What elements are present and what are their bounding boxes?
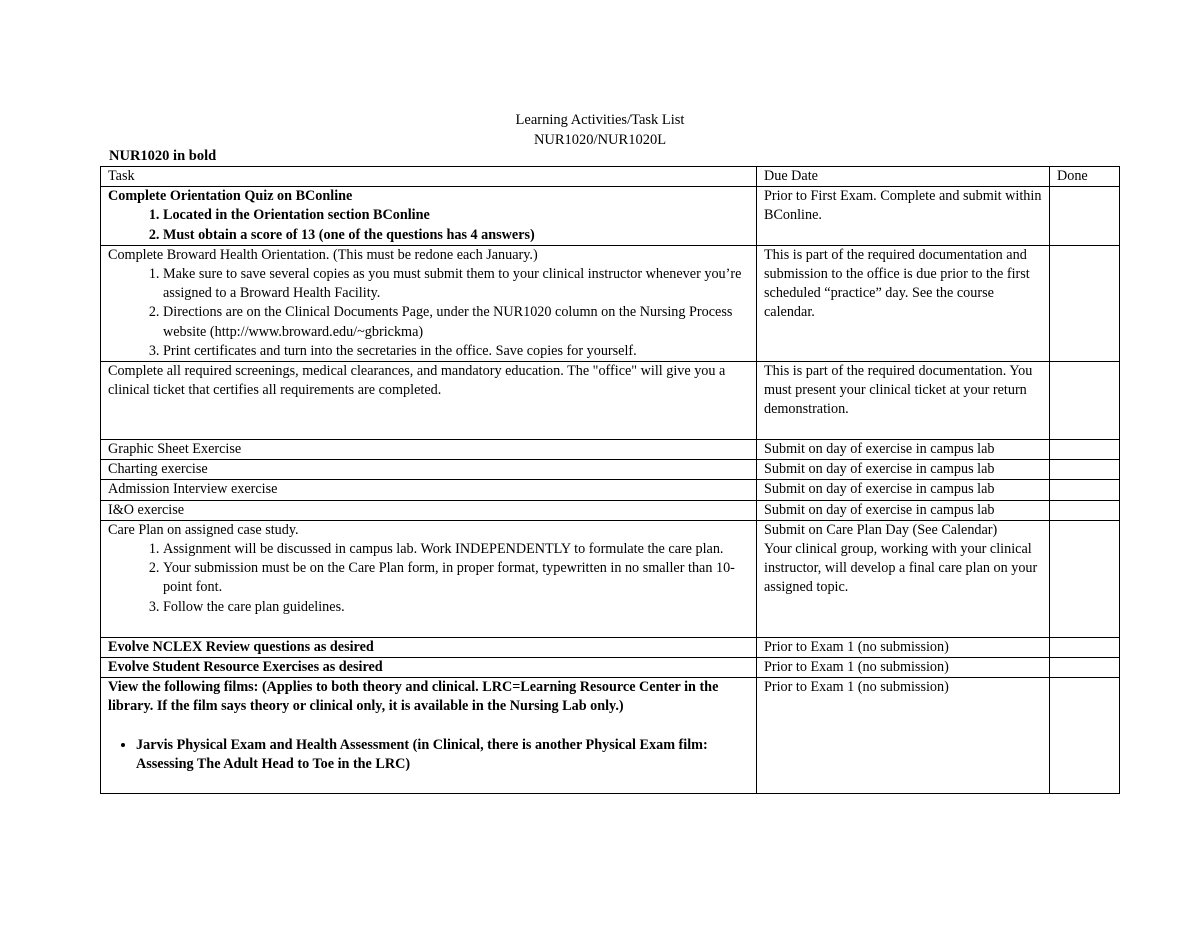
task-table <box>100 166 1120 794</box>
table-row <box>101 460 1120 480</box>
due-date-cell: Submit on day of exercise in campus lab <box>757 440 1050 460</box>
due-text: Submit on Care Plan Day (See Calendar) <box>764 521 998 538</box>
task-cell: Evolve NCLEX Review questions as desired <box>101 637 757 657</box>
table-row <box>101 520 1120 637</box>
done-cell <box>1050 500 1120 520</box>
table-row <box>101 500 1120 520</box>
list-item: 2. Directions are on the Clinical Documents Page, under the NUR1020 column on the Nursing Process website (http://www.broward.edu/~gbrickma) <box>163 303 750 341</box>
header-task: Task <box>101 167 757 187</box>
task-cell: Evolve Student Resource Exercises as desired <box>101 658 757 678</box>
task-text: Complete Orientation Quiz on BConline <box>108 188 353 205</box>
done-cell <box>1050 678 1120 794</box>
list-item: 1. Assignment will be discussed in campus lab. Work INDEPENDENTLY to formulate the care plan. <box>163 540 750 559</box>
task-sublist <box>108 265 750 361</box>
due-date-cell: Submit on day of exercise in campus lab <box>757 480 1050 500</box>
document-title: Learning Activities/Task List <box>515 112 685 128</box>
list-item: 1. Located in the Orientation section BConline <box>163 206 750 225</box>
task-sublist <box>108 540 750 617</box>
task-cell: Graphic Sheet Exercise <box>101 440 757 460</box>
task-cell: I&O exercise <box>101 500 757 520</box>
task-cell <box>101 245 757 361</box>
done-cell <box>1050 440 1120 460</box>
done-cell <box>1050 460 1120 480</box>
done-cell <box>1050 480 1120 500</box>
table-row <box>101 362 1120 440</box>
header-done: Done <box>1050 167 1120 187</box>
task-text: Care Plan on assigned case study. <box>108 521 299 538</box>
list-item: 1. Make sure to save several copies as you must submit them to your clinical instructor whenever you’re assigned to a Broward Health Facility. <box>163 265 750 303</box>
list-item: 3. Print certificates and turn into the secretaries in the office. Save copies for yourself. <box>163 342 750 361</box>
table-row <box>101 678 1120 794</box>
document-header <box>0 110 1200 150</box>
table-header-row <box>101 167 1120 187</box>
due-date-cell: Submit on day of exercise in campus lab <box>757 500 1050 520</box>
due-date-cell: Prior to Exam 1 (no submission) <box>757 637 1050 657</box>
done-cell <box>1050 245 1120 361</box>
list-item: • Jarvis Physical Exam and Health Assessment (in Clinical, there is another Physical Exam film: Assessing The Adult Head to Toe in the LRC) <box>136 736 750 774</box>
due-extra-text: Your clinical group, working with your clinical instructor, will develop a final care plan on your assigned topic. <box>764 541 1038 596</box>
bold-note: NUR1020 in bold <box>109 148 217 164</box>
task-cell <box>101 187 757 246</box>
table-row <box>101 187 1120 246</box>
due-date-cell: Submit on day of exercise in campus lab <box>757 460 1050 480</box>
done-cell <box>1050 520 1120 637</box>
due-date-cell <box>757 520 1050 637</box>
table-row <box>101 658 1120 678</box>
task-sublist <box>108 206 750 244</box>
film-list <box>108 736 750 774</box>
list-item: 2. Must obtain a score of 13 (one of the questions has 4 answers) <box>163 226 750 245</box>
task-cell <box>101 678 757 794</box>
list-item: 3. Follow the care plan guidelines. <box>163 598 750 617</box>
table-row <box>101 480 1120 500</box>
done-cell <box>1050 637 1120 657</box>
table-row <box>101 637 1120 657</box>
done-cell <box>1050 362 1120 440</box>
course-code: NUR1020/NUR1020L <box>533 132 667 148</box>
due-date-cell: This is part of the required documentation. You must present your clinical ticket at your return demonstration. <box>757 362 1050 440</box>
task-text: Complete Broward Health Orientation. (This must be redone each January.) <box>108 246 538 263</box>
done-cell <box>1050 187 1120 246</box>
table-row <box>101 440 1120 460</box>
task-cell: Admission Interview exercise <box>101 480 757 500</box>
due-date-cell: This is part of the required documentation and submission to the office is due prior to the first scheduled “practice” day. See the course calendar. <box>757 245 1050 361</box>
task-cell <box>101 520 757 637</box>
due-date-cell: Prior to Exam 1 (no submission) <box>757 658 1050 678</box>
header-due-date: Due Date <box>757 167 1050 187</box>
table-row <box>101 245 1120 361</box>
due-date-cell: Prior to First Exam. Complete and submit within BConline. <box>757 187 1050 246</box>
due-date-cell: Prior to Exam 1 (no submission) <box>757 678 1050 794</box>
list-item: 2. Your submission must be on the Care Plan form, in proper format, typewritten in no smaller than 10-point font. <box>163 559 750 597</box>
task-text: View the following films: (Applies to both theory and clinical. LRC=Learning Resource Center in the library. If the film says theory or clinical only, it is available in the Nursing Lab only.) <box>108 679 719 715</box>
done-cell <box>1050 658 1120 678</box>
task-cell: Complete all required screenings, medical clearances, and mandatory education. The "office" will give you a clinical ticket that certifies all requirements are completed. <box>101 362 757 440</box>
task-cell: Charting exercise <box>101 460 757 480</box>
